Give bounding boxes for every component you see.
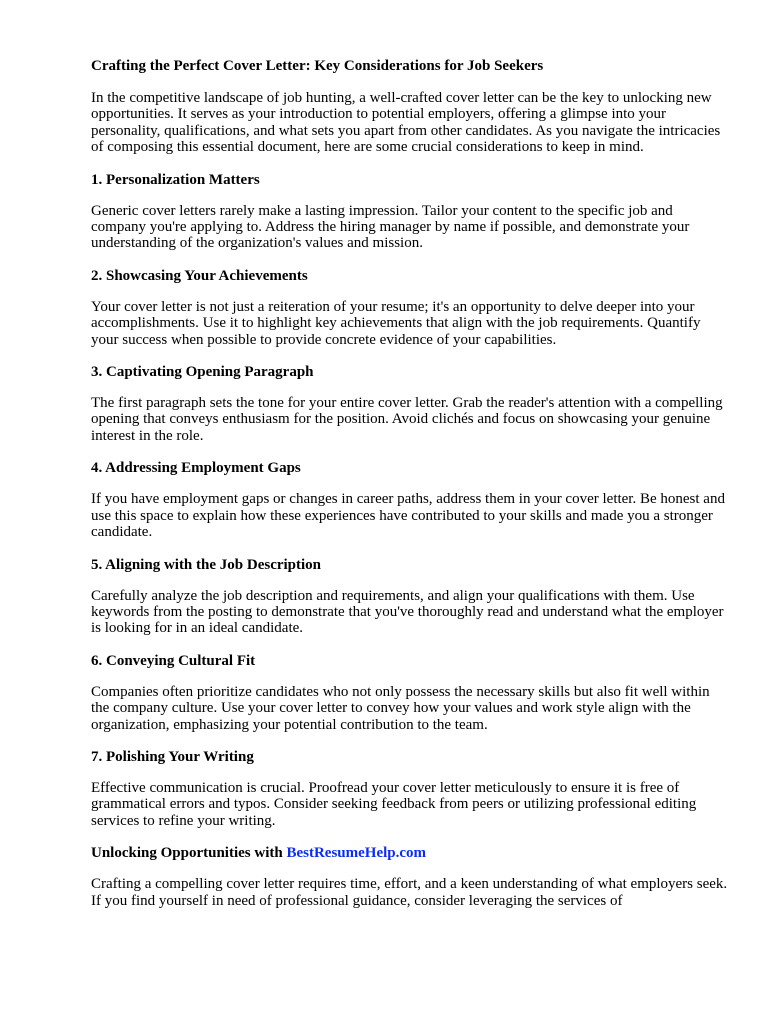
section-heading-polishing-writing: 7. Polishing Your Writing xyxy=(91,748,254,765)
section-body-cultural-fit: Companies often prioritize candidates who not only possess the necessary skills but also fit well within the company culture. Use your cover letter to convey how your values and work style align with the organization, emphasizing your potential contribution to the team. xyxy=(91,683,710,733)
section-heading-opening-paragraph: 3. Captivating Opening Paragraph xyxy=(91,364,314,381)
section-body-polishing-writing: Effective communication is crucial. Proofread your cover letter meticulously to ensure it is free of grammatical errors and typos. Consider seeking feedback from peers or utilizing professional editing services to refine your writing. xyxy=(91,779,697,829)
section-heading-cultural-fit: 6. Conveying Cultural Fit xyxy=(91,652,256,669)
section-body-job-description: Carefully analyze the job description and requirements, and align your qualifications with them. Use keywords from the posting to demonstrate that you've thoroughly read and understand what the employer is looking for in an ideal candidate. xyxy=(91,587,724,637)
intro-paragraph: In the competitive landscape of job hunting, a well-crafted cover letter can be the key to unlocking new opportunities. It serves as your introduction to potential employers, offering a glimpse into your personality, qualifications, and what sets you apart from other candidates. As you navigate the intricacies of composing this essential document, here are some crucial considerations to keep in mind. xyxy=(91,90,721,156)
section-body-employment-gaps: If you have employment gaps or changes in career paths, address them in your cover letter. Be honest and use this space to explain how these experiences have contributed to your skills and made you a stronger candidate. xyxy=(91,491,725,541)
section-body-personalization: Generic cover letters rarely make a lasting impression. Tailor your content to the specific job and company you're applying to. Address the hiring manager by name if possible, and demonstrate your understanding of the organization's values and mission. xyxy=(91,202,690,252)
document-page xyxy=(91,58,731,925)
section-body-opening-paragraph: The first paragraph sets the tone for your entire cover letter. Grab the reader's attention with a compelling opening that conveys enthusiasm for the position. Avoid clichés and focus on showcasing your genuine interest in the role. xyxy=(91,395,723,444)
section-body-achievements: Your cover letter is not just a reiteration of your resume; it's an opportunity to delve deeper into your accomplishments. Use it to highlight key achievements that align with the job requirements. Quantify your success when possible to provide concrete evidence of your capabilities. xyxy=(91,298,701,348)
closing-paragraph: Crafting a compelling cover letter requires time, effort, and a keen understanding of what employers seek. If you find yourself in need of professional guidance, consider leveraging the services of xyxy=(91,876,728,909)
section-heading-personalization: 1. Personalization Matters xyxy=(91,171,260,188)
closing-heading xyxy=(91,845,731,862)
bestresumehelp-link[interactable]: BestResumeHelp.com xyxy=(286,845,427,862)
closing-heading-prefix: Unlocking Opportunities with xyxy=(91,845,283,862)
section-heading-job-description: 5. Aligning with the Job Description xyxy=(91,556,322,573)
section-heading-achievements: 2. Showcasing Your Achievements xyxy=(91,267,308,284)
section-heading-employment-gaps: 4. Addressing Employment Gaps xyxy=(91,460,301,477)
document-title: Crafting the Perfect Cover Letter: Key Considerations for Job Seekers xyxy=(91,58,544,74)
